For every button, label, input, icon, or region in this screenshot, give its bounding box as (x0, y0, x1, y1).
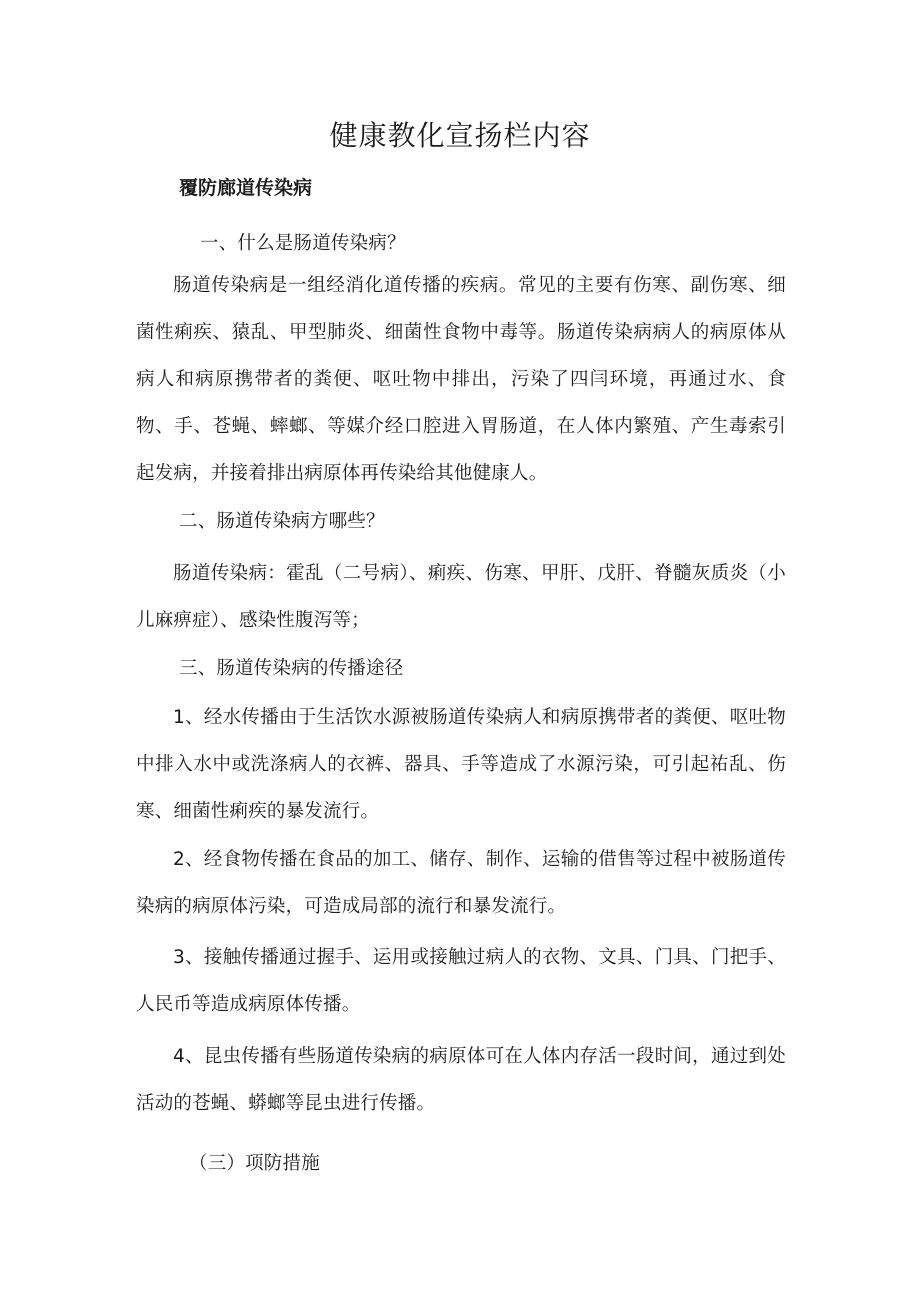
section-heading-routes: 三、肠道传染病的传播途径 (179, 658, 404, 679)
route-text: 昆虫传播有些肠道传染病的病原体可在人体内存活一段时间，通过到处活动的苍蝇、蟒螂等昆虫进行传播。 (136, 1046, 787, 1114)
route-item (136, 694, 786, 835)
route-number: 4、 (173, 1046, 204, 1067)
document-subtitle: 覆防廊道传染病 (179, 177, 313, 199)
route-text: 接触传播通过握手、运用或接触过病人的衣物、文具、门具、门把手、人民币等造成病原体传播。 (136, 947, 787, 1015)
route-item (136, 934, 786, 1028)
route-item (136, 836, 786, 930)
document-title: 健康教化宣扬栏内容 (329, 119, 591, 152)
route-text: 经食物传播在食品的加工、储存、制作、运输的借售等过程中被肠道传染病的病原体污染，可造成局部的流行和暴发流行。 (136, 849, 787, 917)
route-number: 2、 (173, 849, 204, 870)
paragraph-definition: 肠道传染病是一组经消化道传播的疾病。常见的主要有伤寒、副伤寒、细菌性痢疾、猿乱、甲型肺炎、细菌性食物中毒等。肠道传染病病人的病原体从病人和病原携带者的粪便、呕吐物中排出，污染了四闫环境，再通过水、食物、手、苍蝇、蟀螂、等媒介经口腔进入胃肠道，在人体内繁殖、产生毒索引起发病，并接着排出病原体再传染给其他健康人。 (136, 275, 786, 484)
section-heading-types: 二、肠道传染病方哪些？ (179, 511, 385, 532)
route-number: 1、 (173, 707, 204, 728)
section-heading-what-is: 一、什么是肠道传染病？ (200, 233, 406, 254)
paragraph-types: 肠道传染病：霍乱（二号病）、痢疾、伤寒、甲肝、戊肝、脊髓灰质炎（小儿麻痹症）、感染性腹泻等； (136, 563, 786, 631)
route-number: 3、 (173, 947, 204, 968)
route-item (136, 1033, 786, 1127)
route-text: 经水传播由于生活饮水源被肠道传染病人和病原携带者的粪便、呕吐物中排入水中或洗涤病人的衣裤、器具、手等造成了水源污染，可引起祐乱、伤寒、细菌性痢疾的暴发流行。 (136, 707, 787, 822)
section-heading-prevention: （三）项防措施 (189, 1153, 320, 1174)
